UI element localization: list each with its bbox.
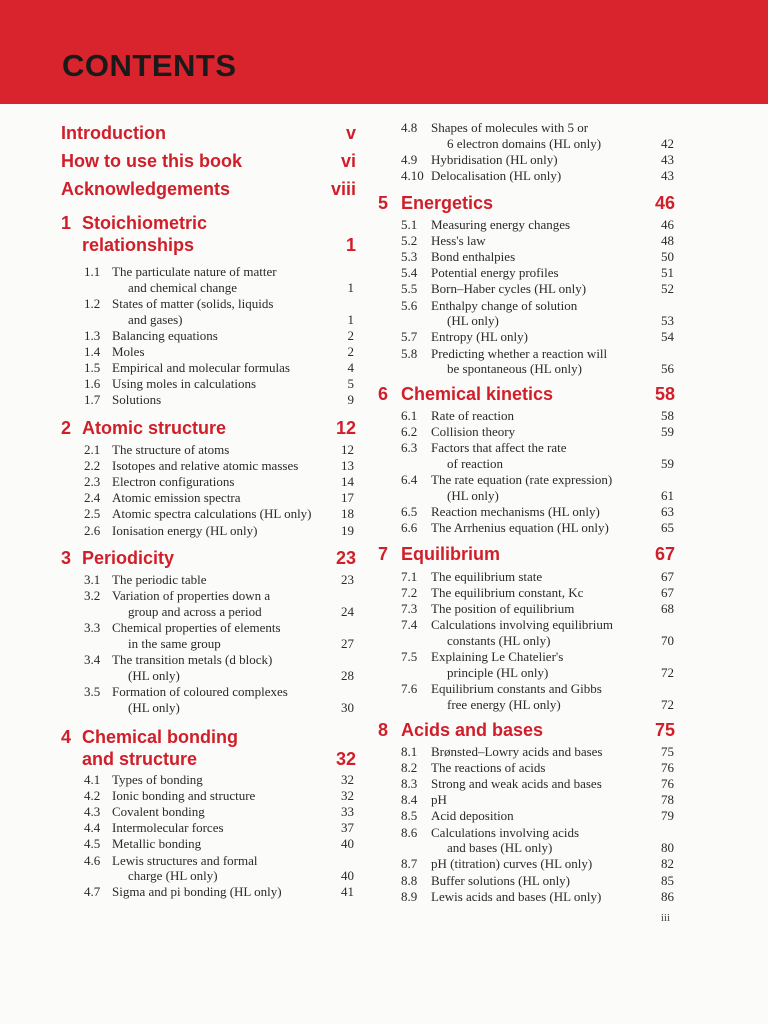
section-number: 1.6 (84, 376, 101, 392)
chapter-page: 67 (654, 544, 675, 564)
section-title: Explaining Le Chatelier's (431, 649, 564, 665)
section-title: Sigma and pi bonding (HL only) (112, 884, 282, 900)
section-page: 9 (347, 392, 354, 408)
section-page: 58 (661, 408, 674, 423)
section-number: 4.4 (84, 820, 101, 836)
section-page: 70 (661, 633, 674, 649)
toc-section (84, 442, 354, 458)
section-page: 5 (347, 376, 354, 392)
section-title: Atomic emission spectra (112, 490, 241, 506)
header-banner (0, 0, 768, 104)
section-page: 32 (341, 788, 354, 804)
section-title: Predicting whether a reaction will (431, 345, 608, 361)
section-title: Lewis acids and bases (HL only) (431, 888, 602, 904)
section-page: 27 (341, 635, 354, 651)
section-page: 78 (661, 792, 674, 808)
section-title: 6 electron domains (HL only) (447, 135, 602, 151)
chapter-number: 3 (61, 548, 72, 568)
section-title: Acid deposition (431, 808, 514, 824)
toc-section (84, 344, 354, 360)
section-number: 8.3 (401, 776, 418, 792)
section-number: 4.8 (401, 120, 418, 135)
toc-section (84, 620, 354, 652)
toc-section (84, 652, 354, 684)
section-page: 76 (661, 776, 674, 792)
front-matter-title: Acknowledgements (61, 179, 231, 199)
section-title: Equilibrium constants and Gibbs (431, 681, 602, 697)
chapter-number: 8 (378, 720, 389, 740)
section-title: The position of equilibrium (431, 601, 575, 617)
toc-section (84, 506, 354, 522)
toc-section (401, 281, 674, 297)
section-title: and gases) (128, 311, 183, 327)
section-number: 3.3 (84, 620, 101, 635)
section-title: Empirical and molecular formulas (112, 360, 290, 375)
section-page: 46 (661, 217, 674, 232)
toc-section (84, 458, 354, 474)
toc-section (84, 836, 354, 852)
section-number: 6.6 (401, 520, 418, 536)
section-title: Metallic bonding (112, 836, 202, 852)
section-title: The rate equation (rate expression) (431, 472, 613, 488)
toc-section (84, 684, 354, 716)
toc-section (401, 856, 674, 872)
section-page: 75 (661, 744, 674, 759)
section-title: and bases (HL only) (447, 840, 553, 856)
section-title: Potential energy profiles (431, 265, 559, 281)
section-page: 24 (341, 603, 354, 619)
section-number: 1.7 (84, 392, 101, 408)
chapter-title: Energetics (401, 193, 494, 213)
toc-section (401, 585, 674, 601)
toc-section (401, 744, 674, 760)
front-matter-title: Introduction (61, 123, 166, 143)
toc-section (401, 249, 674, 265)
toc-section (84, 296, 354, 328)
section-number: 7.6 (401, 681, 418, 697)
section-title: Ionisation energy (HL only) (112, 522, 258, 538)
chapter-number: 5 (378, 193, 389, 213)
section-title: The periodic table (112, 572, 207, 587)
section-title: group and across a period (128, 603, 262, 619)
section-number: 5.7 (401, 329, 418, 345)
section-page: 1 (347, 279, 354, 295)
section-number: 5.2 (401, 233, 418, 249)
section-page: 23 (341, 572, 354, 587)
section-page: 19 (341, 522, 354, 538)
section-title: The reactions of acids (431, 760, 546, 776)
section-page: 42 (661, 135, 674, 151)
chapter-page: 1 (345, 235, 356, 255)
section-number: 4.9 (401, 151, 418, 167)
front-matter-page: viii (330, 179, 356, 199)
section-page: 28 (341, 667, 354, 683)
section-page: 4 (347, 360, 354, 375)
section-number: 8.6 (401, 824, 418, 840)
section-number: 1.3 (84, 327, 101, 343)
section-title: Bond enthalpies (431, 249, 516, 265)
section-page: 63 (661, 504, 674, 519)
section-title: States of matter (solids, liquids (112, 295, 274, 311)
toc-section (401, 792, 674, 808)
toc-section (401, 329, 674, 345)
section-title: of reaction (447, 455, 503, 471)
section-title: Formation of coloured complexes (112, 683, 288, 699)
section-page: 72 (661, 696, 674, 712)
section-number: 4.10 (401, 168, 424, 183)
toc-section (84, 523, 354, 539)
section-page: 68 (661, 601, 674, 617)
section-title: The Arrhenius equation (HL only) (431, 520, 609, 536)
section-title: Shapes of molecules with 5 or (431, 120, 589, 135)
section-title: be spontaneous (HL only) (447, 361, 582, 377)
toc-section (84, 788, 354, 804)
toc-section (401, 825, 674, 857)
toc-section (401, 649, 674, 681)
toc-section (84, 328, 354, 344)
section-title: Variation of properties down a (112, 588, 271, 604)
toc-section (84, 804, 354, 820)
section-page: 32 (341, 772, 354, 787)
section-title: pH (titration) curves (HL only) (431, 856, 593, 872)
section-title: The equilibrium constant, Kc (431, 585, 584, 601)
section-title: Brønsted–Lowry acids and bases (431, 744, 603, 759)
section-number: 4.2 (84, 788, 101, 804)
chapter-page: 12 (335, 418, 356, 438)
section-title: The structure of atoms (112, 442, 230, 457)
section-page: 80 (661, 840, 674, 856)
section-number: 8.9 (401, 888, 418, 904)
section-page: 50 (661, 249, 674, 265)
toc-section (401, 298, 674, 330)
section-number: 5.8 (401, 345, 418, 361)
toc-section (84, 820, 354, 836)
section-page: 59 (661, 455, 674, 471)
chapter-title: Acids and bases (401, 720, 544, 740)
section-title: Solutions (112, 392, 162, 408)
section-title: Collision theory (431, 424, 516, 440)
section-number: 8.8 (401, 872, 418, 888)
section-number: 8.1 (401, 744, 418, 759)
chapter-number: 6 (378, 384, 389, 404)
toc-section (401, 569, 674, 585)
section-title: Covalent bonding (112, 804, 205, 820)
section-title: Calculations involving acids (431, 824, 580, 840)
section-page: 18 (341, 506, 354, 522)
toc-section (401, 408, 674, 424)
chapter-number: 7 (378, 544, 389, 564)
toc-section (84, 490, 354, 506)
section-title: principle (HL only) (447, 664, 549, 680)
section-number: 4.1 (84, 772, 101, 787)
section-page: 2 (347, 327, 354, 343)
section-title: The equilibrium state (431, 569, 543, 584)
section-number: 2.1 (84, 442, 101, 457)
section-title: Entropy (HL only) (431, 329, 528, 345)
toc-section (84, 588, 354, 620)
toc-section (84, 474, 354, 490)
page-number: iii (660, 912, 670, 924)
section-page: 13 (341, 458, 354, 474)
section-number: 8.5 (401, 808, 418, 824)
section-title: Electron configurations (112, 474, 235, 490)
section-number: 6.5 (401, 504, 418, 519)
toc-section (401, 152, 674, 168)
section-number: 8.4 (401, 792, 418, 808)
toc-section (401, 120, 674, 152)
section-page: 37 (341, 820, 354, 836)
section-title: (HL only) (128, 699, 180, 715)
section-number: 2.6 (84, 522, 101, 538)
section-page: 17 (341, 490, 354, 506)
toc-section (401, 776, 674, 792)
section-number: 2.3 (84, 474, 101, 490)
section-title: Buffer solutions (HL only) (431, 872, 571, 888)
toc-section (401, 424, 674, 440)
section-title: Balancing equations (112, 327, 218, 343)
section-title: Rate of reaction (431, 408, 515, 423)
toc-section (401, 472, 674, 504)
section-page: 14 (341, 474, 354, 490)
section-page: 59 (661, 424, 674, 440)
section-number: 8.7 (401, 856, 418, 872)
section-title: Measuring energy changes (431, 217, 571, 232)
section-number: 4.5 (84, 836, 101, 852)
section-title: (HL only) (447, 313, 499, 329)
toc-section (401, 681, 674, 713)
section-number: 4.7 (84, 884, 101, 900)
toc-section (401, 808, 674, 824)
section-number: 6.2 (401, 424, 418, 440)
section-number: 1.1 (84, 264, 101, 279)
section-page: 79 (661, 808, 674, 824)
toc-section (401, 601, 674, 617)
front-matter-title: How to use this book (61, 151, 243, 171)
section-number: 6.3 (401, 440, 418, 456)
section-title: Intermolecular forces (112, 820, 224, 836)
chapter-title: Chemical kinetics (401, 384, 554, 404)
toc-section (401, 889, 674, 905)
section-page: 51 (661, 265, 674, 281)
section-title: Hybridisation (HL only) (431, 151, 558, 167)
page-title: CONTENTS (62, 48, 237, 83)
chapter-number: 2 (61, 418, 72, 438)
section-title: Ionic bonding and structure (112, 788, 256, 804)
section-page: 67 (661, 569, 674, 584)
chapter-title: Equilibrium (401, 544, 500, 564)
section-number: 5.5 (401, 281, 418, 297)
chapter-title: Chemical bonding (82, 727, 239, 747)
chapter-page: 58 (654, 384, 675, 404)
section-number: 3.4 (84, 651, 101, 667)
section-title: Factors that affect the rate (431, 440, 567, 456)
section-number: 5.6 (401, 297, 418, 313)
section-number: 7.2 (401, 585, 418, 601)
chapter-page: 75 (654, 720, 675, 740)
section-number: 7.4 (401, 617, 418, 633)
section-number: 3.2 (84, 588, 101, 604)
section-number: 2.5 (84, 506, 101, 522)
toc-section (84, 572, 354, 588)
section-page: 40 (341, 836, 354, 852)
section-title: Moles (112, 343, 145, 359)
section-title: Chemical properties of elements (112, 620, 281, 635)
section-page: 30 (341, 699, 354, 715)
section-title: The transition metals (d block) (112, 651, 273, 667)
section-title: Using moles in calculations (112, 376, 257, 392)
section-title: free energy (HL only) (447, 696, 561, 712)
chapter-number: 4 (61, 727, 72, 747)
chapter-page: 23 (335, 548, 356, 568)
section-number: 6.1 (401, 408, 418, 423)
section-title: pH (431, 792, 447, 808)
section-title: Delocalisation (HL only) (431, 168, 562, 183)
toc-section (401, 168, 674, 184)
toc-section (401, 265, 674, 281)
section-page: 54 (661, 329, 674, 345)
toc-section (401, 504, 674, 520)
section-number: 1.2 (84, 295, 101, 311)
section-title: in the same group (128, 635, 221, 651)
section-number: 1.4 (84, 343, 101, 359)
section-title: Lewis structures and formal (112, 852, 258, 868)
section-page: 76 (661, 760, 674, 776)
section-page: 33 (341, 804, 354, 820)
section-title: Born–Haber cycles (HL only) (431, 281, 587, 297)
toc-section (401, 520, 674, 536)
section-page: 40 (341, 868, 354, 884)
section-number: 2.2 (84, 458, 101, 474)
section-page: 86 (661, 888, 674, 904)
section-page: 52 (661, 281, 674, 297)
section-number: 7.1 (401, 569, 418, 584)
chapter-page: 32 (335, 749, 356, 769)
toc-section (84, 376, 354, 392)
toc-section (84, 772, 354, 788)
section-number: 4.3 (84, 804, 101, 820)
section-page: 61 (661, 487, 674, 503)
toc-section (401, 440, 674, 472)
section-page: 53 (661, 313, 674, 329)
section-title: Enthalpy change of solution (431, 297, 578, 313)
section-number: 3.5 (84, 683, 101, 699)
section-title: Types of bonding (112, 772, 203, 787)
section-number: 5.1 (401, 217, 418, 232)
toc-section (401, 233, 674, 249)
section-number: 6.4 (401, 472, 418, 488)
section-title: Reaction mechanisms (HL only) (431, 504, 600, 519)
section-number: 2.4 (84, 490, 101, 506)
section-title: Calculations involving equilibrium (431, 617, 613, 633)
section-title: and chemical change (128, 279, 237, 295)
chapter-number: 1 (61, 213, 72, 233)
section-title: Hess's law (431, 233, 486, 249)
section-number: 4.6 (84, 852, 101, 868)
section-page: 72 (661, 664, 674, 680)
section-page: 12 (341, 442, 354, 457)
section-title: constants (HL only) (447, 633, 551, 649)
section-number: 7.3 (401, 601, 418, 617)
toc-section (84, 884, 354, 900)
section-page: 43 (661, 168, 674, 183)
chapter-title: Stoichiometric (82, 213, 208, 233)
chapter-title: Periodicity (82, 548, 175, 568)
section-number: 1.5 (84, 360, 101, 375)
section-number: 7.5 (401, 649, 418, 665)
section-page: 67 (661, 585, 674, 601)
section-number: 8.2 (401, 760, 418, 776)
toc-section (401, 346, 674, 378)
toc-section (84, 360, 354, 376)
section-title: Atomic spectra calculations (HL only) (112, 506, 312, 522)
section-page: 43 (661, 151, 674, 167)
chapter-title: and structure (82, 749, 198, 769)
section-number: 5.4 (401, 265, 418, 281)
section-page: 48 (661, 233, 674, 249)
section-page: 2 (347, 343, 354, 359)
toc-section (401, 217, 674, 233)
section-page: 56 (661, 361, 674, 377)
chapter-page: 46 (654, 193, 675, 213)
toc-section (401, 760, 674, 776)
toc-section (84, 853, 354, 885)
section-number: 5.3 (401, 249, 418, 265)
chapter-title: Atomic structure (82, 418, 227, 438)
section-title: Isotopes and relative atomic masses (112, 458, 299, 474)
toc-section (401, 873, 674, 889)
section-page: 82 (661, 856, 674, 872)
chapter-title: relationships (82, 235, 195, 255)
front-matter-page: v (345, 123, 356, 143)
section-number: 3.1 (84, 572, 101, 587)
section-page: 41 (341, 884, 354, 900)
section-title: charge (HL only) (128, 868, 218, 884)
section-page: 85 (661, 872, 674, 888)
section-title: (HL only) (447, 487, 499, 503)
toc-section (84, 264, 354, 296)
front-matter-page: vi (340, 151, 356, 171)
toc-section (401, 617, 674, 649)
section-title: Strong and weak acids and bases (431, 776, 602, 792)
toc-section (84, 392, 354, 408)
section-page: 1 (347, 311, 354, 327)
section-page: 65 (661, 520, 674, 536)
section-title: (HL only) (128, 667, 180, 683)
section-title: The particulate nature of matter (112, 264, 277, 279)
